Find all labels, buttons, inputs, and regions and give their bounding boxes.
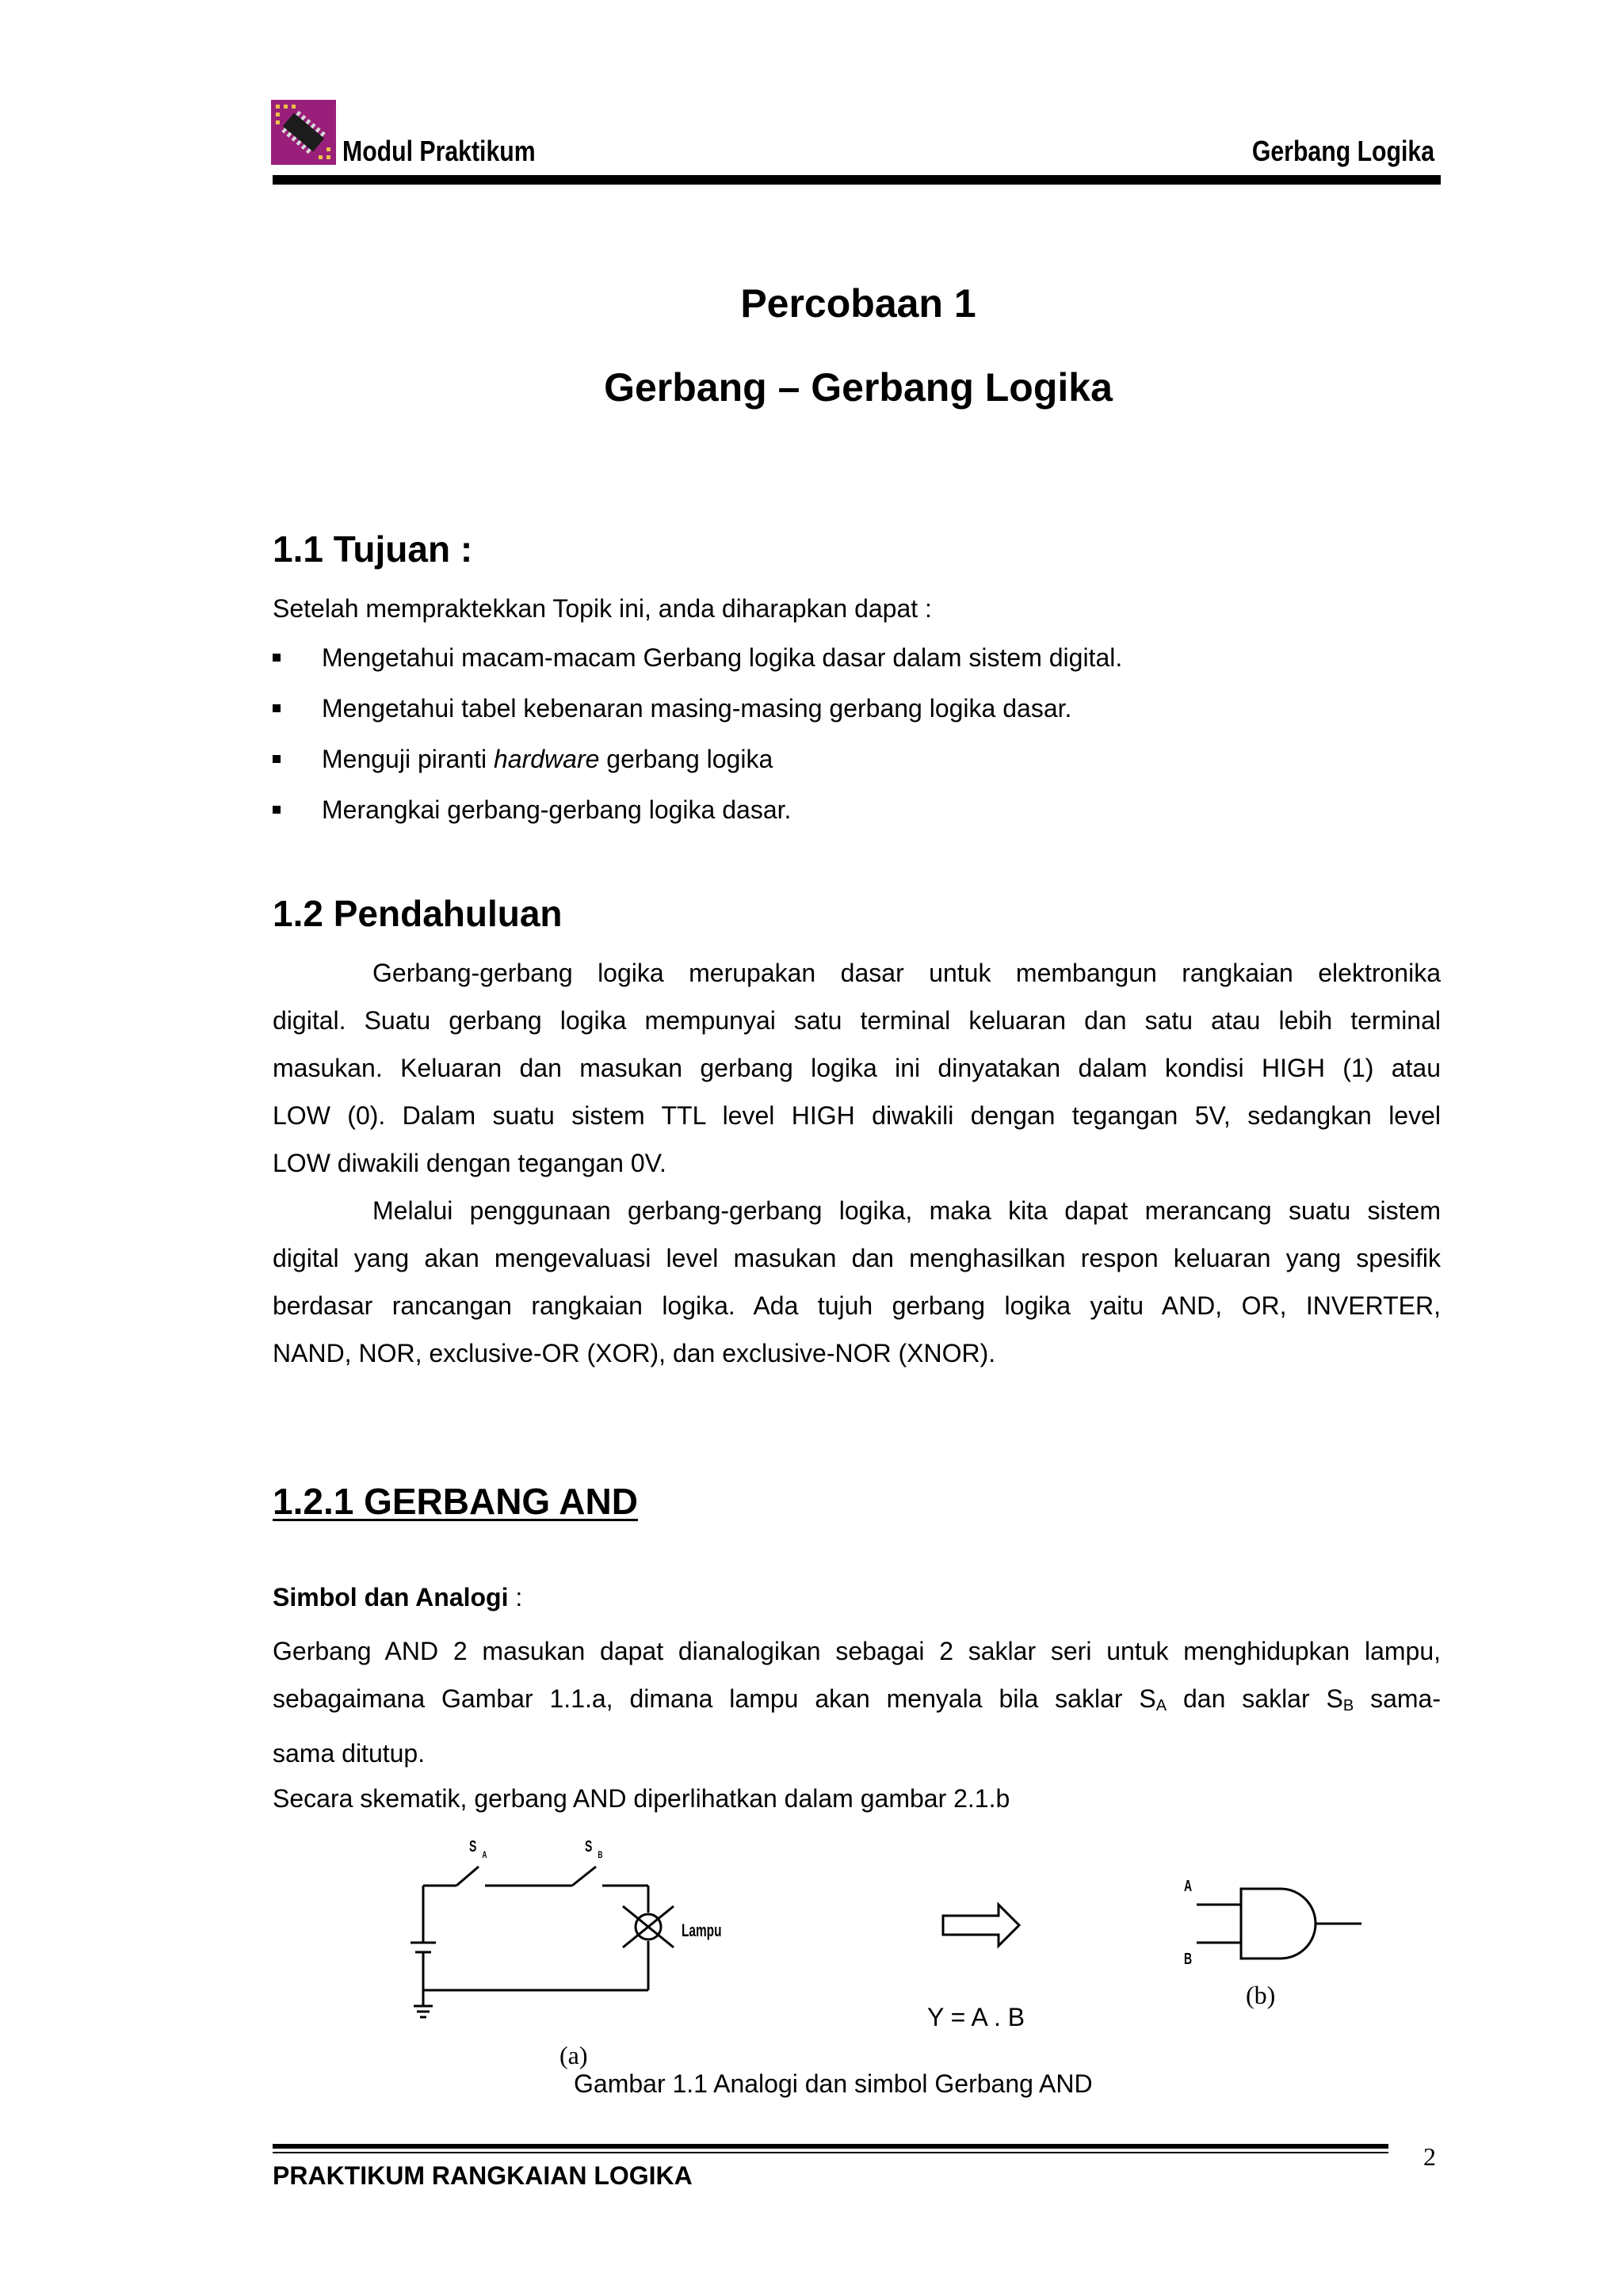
header-chapter-title: Gerbang Logika xyxy=(1251,135,1434,167)
section-heading-tujuan: 1.1 Tujuan : xyxy=(273,528,473,570)
pendahuluan-paragraph-1: Gerbang-gerbang logika merupakan dasar untuk membangun rangkaian elektronika digital. Suatu gerbang logika mempunyai satu terminal keluaran dan satu atau lebih terminal masukan. Keluaran dan masukan gerbang logika ini dinyatakan dalam kondisi HIGH (1) atau LOW (0). Dalam suatu sistem TTL level HIGH diwakili dengan tegangan 5V, sedangkan level LOW diwakili dengan tegangan 0V. xyxy=(273,959,1441,1177)
experiment-number: Percobaan 1 xyxy=(740,281,976,326)
gate-input-a-label: A xyxy=(1184,1878,1193,1895)
footer-rule-thin xyxy=(273,2152,1388,2153)
footer-course-title: PRAKTIKUM RANGKAIAN LOGIKA xyxy=(273,2161,693,2190)
list-item: Mengetahui macam-macam Gerbang logika dasar dalam sistem digital. xyxy=(273,632,1122,683)
and-gate-description: Gerbang AND 2 masukan dapat dianalogikan sebagai 2 saklar seri untuk menghidupkan lampu, sebagaimana Gambar 1.1.a, dimana lampu akan menyala bila saklar $S_A$ dan saklar $S_B$ sama- sama ditutup. xyxy=(273,1637,1442,1768)
pendahuluan-paragraph-2: Melalui penggunaan gerbang-gerbang logika, maka kita dapat merancang suatu sistem digital yang akan mengevaluasi level masukan dan menghasilkan respon keluaran yang spesifik berdasar rancangan rangkaian logika. Ada tujuh gerbang logika yaitu AND, OR, INVERTER, NAND, NOR, exclusive-OR (XOR), dan exclusive-NOR (XNOR). xyxy=(273,1196,1441,1367)
experiment-title: Gerbang – Gerbang Logika xyxy=(604,365,1113,410)
schematic-sentence: Secara skematik, gerbang AND diperlihatkan dalam gambar 2.1.b xyxy=(273,1784,1010,1813)
section-heading-pendahuluan: 1.2 Pendahuluan xyxy=(273,893,563,934)
switch-a-label: S $_A$ xyxy=(469,1838,487,1860)
page-number: 2 xyxy=(1423,2142,1436,2171)
and-gate-symbol xyxy=(1197,1889,1361,1958)
module-logo xyxy=(271,100,336,165)
section-heading-and-gate: 1.2.1 GERBANG AND xyxy=(273,1481,638,1522)
lamp-label: Lampu xyxy=(682,1920,722,1940)
symbol-analogy-label: Simbol dan Analogi : xyxy=(273,1583,523,1611)
footer-rule xyxy=(273,2144,1388,2149)
switch-lamp-circuit xyxy=(411,1867,674,2017)
arrow-right-icon xyxy=(943,1905,1019,1946)
bullet-square-icon xyxy=(273,654,281,662)
list-item: Merangkai gerbang-gerbang logika dasar. xyxy=(273,784,1122,835)
bullet-square-icon xyxy=(273,806,281,814)
tujuan-intro: Setelah mempraktekkan Topik ini, anda diharapkan dapat : xyxy=(273,594,932,623)
figure-caption: Gambar 1.1 Analogi dan simbol Gerbang AND xyxy=(574,2069,1093,2098)
switch-b-label: S $_B$ xyxy=(585,1838,603,1860)
bullet-square-icon xyxy=(273,704,281,712)
figure-label-b: (b) xyxy=(1246,1981,1276,2009)
and-equation: Y = A . B xyxy=(927,2003,1025,2031)
header-module-title: Modul Praktikum xyxy=(342,135,536,167)
header-rule xyxy=(273,175,1441,185)
figure-label-a: (a) xyxy=(559,2041,588,2069)
gate-input-b-label: B xyxy=(1184,1951,1193,1968)
list-item: Menguji piranti hardware gerbang logika xyxy=(273,734,1122,784)
bullet-square-icon xyxy=(273,755,281,763)
tujuan-list xyxy=(273,632,1122,835)
list-item: Mengetahui tabel kebenaran masing-masing gerbang logika dasar. xyxy=(273,683,1122,734)
